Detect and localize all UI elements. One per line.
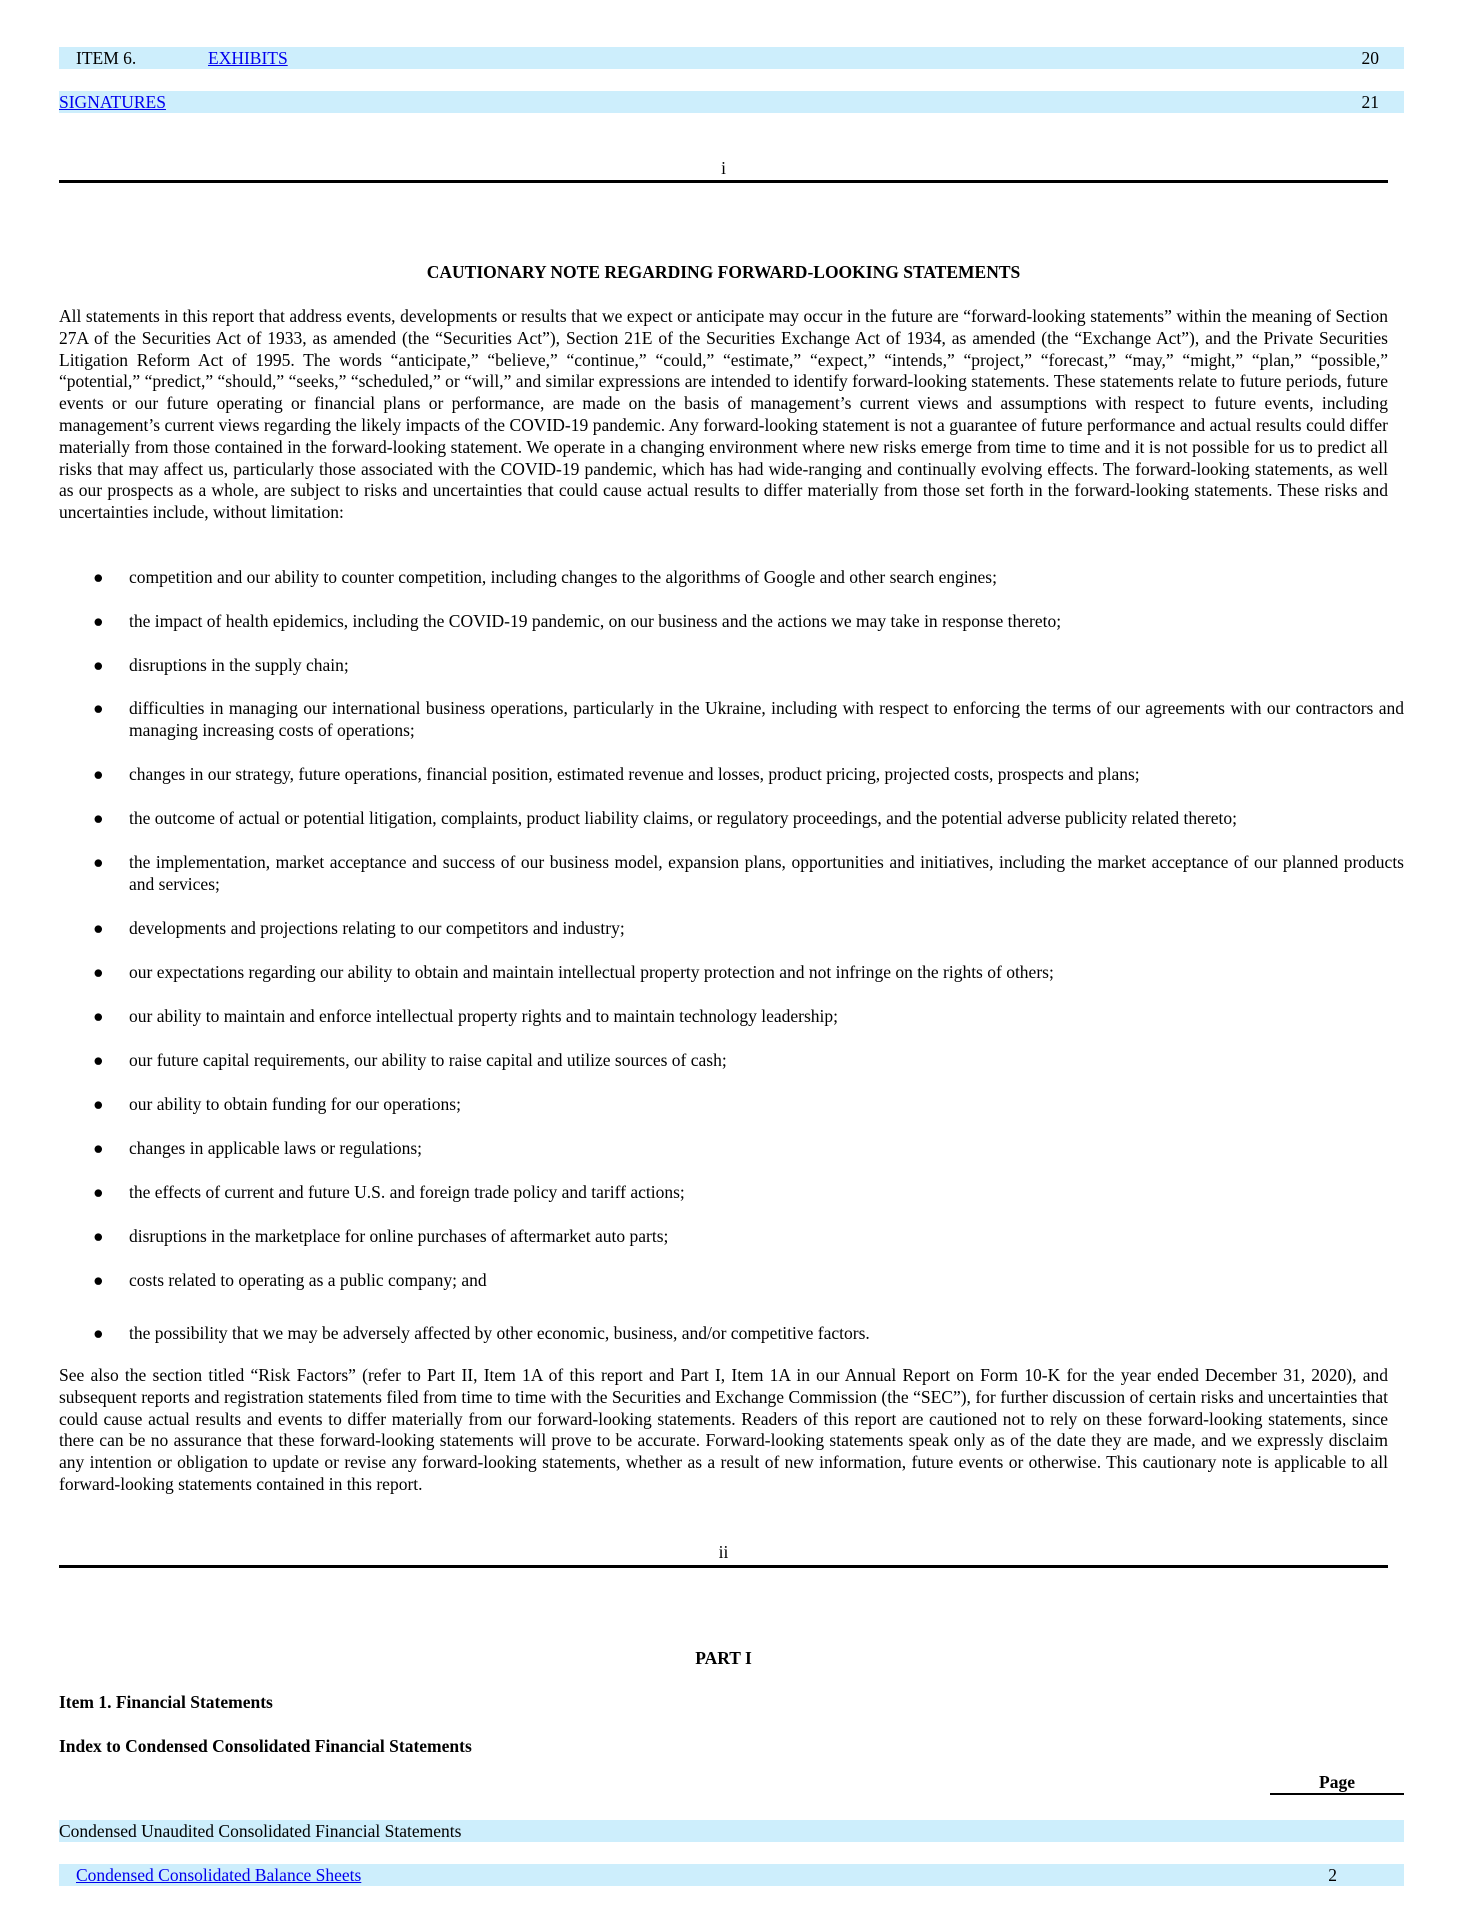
bullet-icon: ● [93,1050,104,1070]
bullet-icon: ● [93,611,104,631]
part-heading: PART I [695,1648,752,1668]
page-number: i [721,158,726,178]
bullet-icon: ● [93,655,104,675]
page-divider [59,180,1388,183]
cautionary-intro: All statements in this report that address events, developments or results that we expect or anticipate may occur in the future are “forward-looking statements” within the meaning of Section 27A of the Securities Act of 1933, as amended (the “Securities Act”), Section 21E of the Securities Exchange Act of 1934, as amended (the “Exchange Act”), and the Private Securities Litigation Reform Act of 1995. The words “anticipate,” “believe,” “continue,” “could,” “estimate,” “expect,” “intends,” “project,” “forecast,” “may,” “might,” “plan,” “possible,” “potential,” “predict,” “should,” “seeks,” “scheduled,” or “will,” and similar expressions are intended to identify forward-looking statements. These statements relate to future periods, future events or our future operating or financial plans or performance, are made on the basis of management’s current views and assumptions with respect to future events, including management’s current views regarding the likely impacts of the COVID-19 pandemic. Any forward-looking statement is not a guarantee of future performance and actual results could differ materially from those contained in the forward-looking statement. We operate in a changing environment where new risks emerge from time to time and it is not possible for us to predict all risks that may affect us, particularly those associated with the COVID-19 pandemic, which has had wide-ranging and continually evolving effects. The forward-looking statements, as well as our prospects as a whole, are subject to risks and uncertainties that could cause actual results to differ materially from those set forth in the forward-looking statements. These risks and uncertainties include, without limitation: [59,306,1388,523]
index-title: Index to Condensed Consolidated Financial Statements [59,1736,472,1756]
bullet-icon: ● [93,698,104,718]
toc-page-number: 21 [1361,92,1379,112]
toc-row-signatures [59,91,1404,113]
cautionary-closing: See also the section titled “Risk Factors” (refer to Part II, Item 1A of this report and Part I, Item 1A in our Annual Report on Form 10-K for the year ended December 31, 2020), and subsequent reports and registration statements filed from time to time with the Securities and Exchange Commission (the “SEC”), for further discussion of certain risks and uncertainties that could cause actual results and events to differ materially from our forward-looking statements. Readers of this report are cautioned not to rely on these forward-looking statements, since there can be no assurance that these forward-looking statements will prove to be accurate. Forward-looking statements speak only as of the date they are made, and we expressly disclaim any intention or obligation to update or revise any forward-looking statements, whether as a result of new information, future events or otherwise. This cautionary note is applicable to all forward-looking statements contained in this report. [59,1365,1388,1494]
bullet-icon: ● [93,1006,104,1026]
page-divider [59,1565,1388,1568]
signatures-link[interactable]: SIGNATURES [59,92,166,112]
item-heading: Item 1. Financial Statements [59,1692,273,1712]
toc-row-item6 [59,47,1404,69]
index-section-label: Condensed Unaudited Consolidated Financial Statements [59,1821,462,1841]
bullet-icon: ● [93,1270,104,1290]
bullet-icon: ● [93,962,104,982]
bullet-icon: ● [93,567,104,587]
bullet-icon: ● [93,1182,104,1202]
balance-sheets-link[interactable]: Condensed Consolidated Balance Sheets [76,1865,362,1885]
index-section-row [59,1820,1404,1842]
exhibits-link[interactable]: EXHIBITS [208,48,288,68]
bullet-icon: ● [93,1138,104,1158]
bullet-icon: ● [93,808,104,828]
bullet-icon: ● [93,764,104,784]
index-row-balance-sheets [59,1864,1404,1886]
bullet-icon: ● [93,1226,104,1246]
index-page-number: 2 [1328,1865,1337,1885]
bullet-icon: ● [93,852,104,872]
toc-item-label: ITEM 6. [76,48,137,68]
toc-page-number: 20 [1361,48,1379,68]
bullet-icon: ● [93,918,104,938]
page-column-header: Page [1270,1771,1404,1795]
bullet-icon: ● [93,1323,104,1343]
cautionary-heading: CAUTIONARY NOTE REGARDING FORWARD-LOOKING STATEMENTS [426,262,1021,282]
page-number: ii [718,1542,729,1562]
bullet-icon: ● [93,1094,104,1114]
